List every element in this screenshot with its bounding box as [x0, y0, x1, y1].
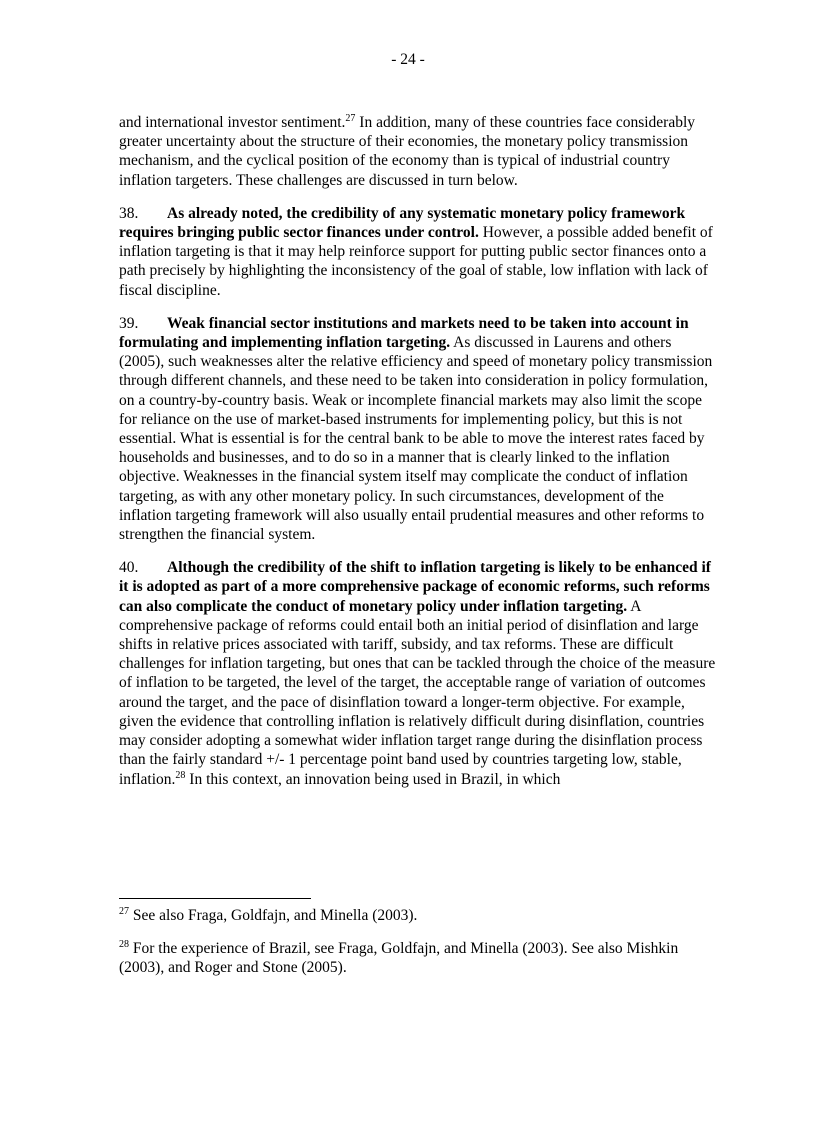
paragraph-number: 40. — [119, 559, 139, 577]
paragraph-text: However, a possible added benefit of inflation targeting is that it may help reinforce support for putting public sector finances onto a path precisely by highlighting the inconsistency of the goal of stable, low inflation with lack of fiscal discipline. — [119, 224, 713, 299]
footnotes — [119, 906, 719, 992]
footnote-text: See also Fraga, Goldfajn, and Minella (2003). — [129, 907, 418, 924]
footnote-27 — [119, 906, 719, 925]
footnote-ref-28: 28 — [175, 769, 186, 781]
paragraph-lead: Although the credibility of the shift to inflation targeting is likely to be enhanced if it is adopted as part of a more comprehensive package of economic reforms, such reforms can also complicate the conduct of monetary policy under inflation targeting. — [119, 559, 711, 615]
intro-text: and international investor sentiment. — [119, 114, 346, 131]
footnote-text: For the experience of Brazil, see Fraga, Goldfajn, and Minella (2003). See also Mishkin (2003), and Roger and Stone (2005). — [119, 940, 679, 977]
intro-paragraph — [119, 113, 719, 190]
page-number: - 24 - — [391, 51, 425, 68]
paragraph-38 — [119, 204, 719, 300]
paragraph-lead: Weak financial sector institutions and markets need to be taken into account in formulating and implementing inflation targeting. — [119, 314, 689, 352]
paragraph-number: 39. — [119, 314, 139, 332]
footnote-number: 27 — [119, 906, 129, 917]
intro-text-continued: In addition, many of these countries face considerably greater uncertainty about the structure of their economies, the monetary policy transmission mechanism, and the cyclical position of the economy than is typical of industrial country inflation targeters. These challenges are discussed in turn below. — [119, 114, 696, 189]
body-text — [119, 113, 719, 803]
footnote-ref-27: 27 — [345, 113, 356, 124]
footnote-28 — [119, 939, 719, 977]
paragraph-text: As discussed in Laurens and others (2005), such weaknesses alter the relative efficiency and speed of monetary policy transmission through different channels, and these need to be taken into consideration in policy formulation, on a country-by-country basis. Weak or incomplete financial markets may also limit the scope for reliance on the use of market-based instruments for implementing policy, but this is not essential. What is essential is for the central bank to be able to move the interest rates faced by households and businesses, and to do so in a manner that is clearly linked to the inflation objective. Weaknesses in the financial system itself may complicate the conduct of inflation targeting, as with any other monetary policy. In such circumstances, development of the inflation targeting framework will also usually entail prudential measures and other reforms to strengthen the financial system. — [119, 334, 713, 544]
paragraph-number: 38. — [119, 204, 139, 222]
paragraph-text: A comprehensive package of reforms could entail both an initial period of disinflation and large shifts in relative prices associated with tariff, subsidy, and tax reforms. These are difficult challenges for inflation targeting, but ones that can be tackled through the choice of the measure of inflation to be targeted, the level of the target, the acceptable range of variation of outcomes around the target, and the pace of disinflation toward a longer-term objective. For example, given the evidence that controlling inflation is relatively difficult during disinflation, countries may consider adopting a somewhat wider inflation target range during the disinflation process than the fairly standard +/- 1 percentage point band used by countries targeting low, stable, inflation. — [119, 597, 716, 788]
paragraph-39 — [119, 314, 719, 544]
paragraph-lead: As already noted, the credibility of any systematic monetary policy framework requires bringing public sector finances under control. — [119, 204, 686, 242]
footnote-number: 28 — [119, 939, 129, 951]
paragraph-text-continued: In this context, an innovation being used in Brazil, in which — [185, 770, 561, 788]
footnote-separator — [119, 898, 311, 899]
paragraph-40 — [119, 558, 719, 788]
